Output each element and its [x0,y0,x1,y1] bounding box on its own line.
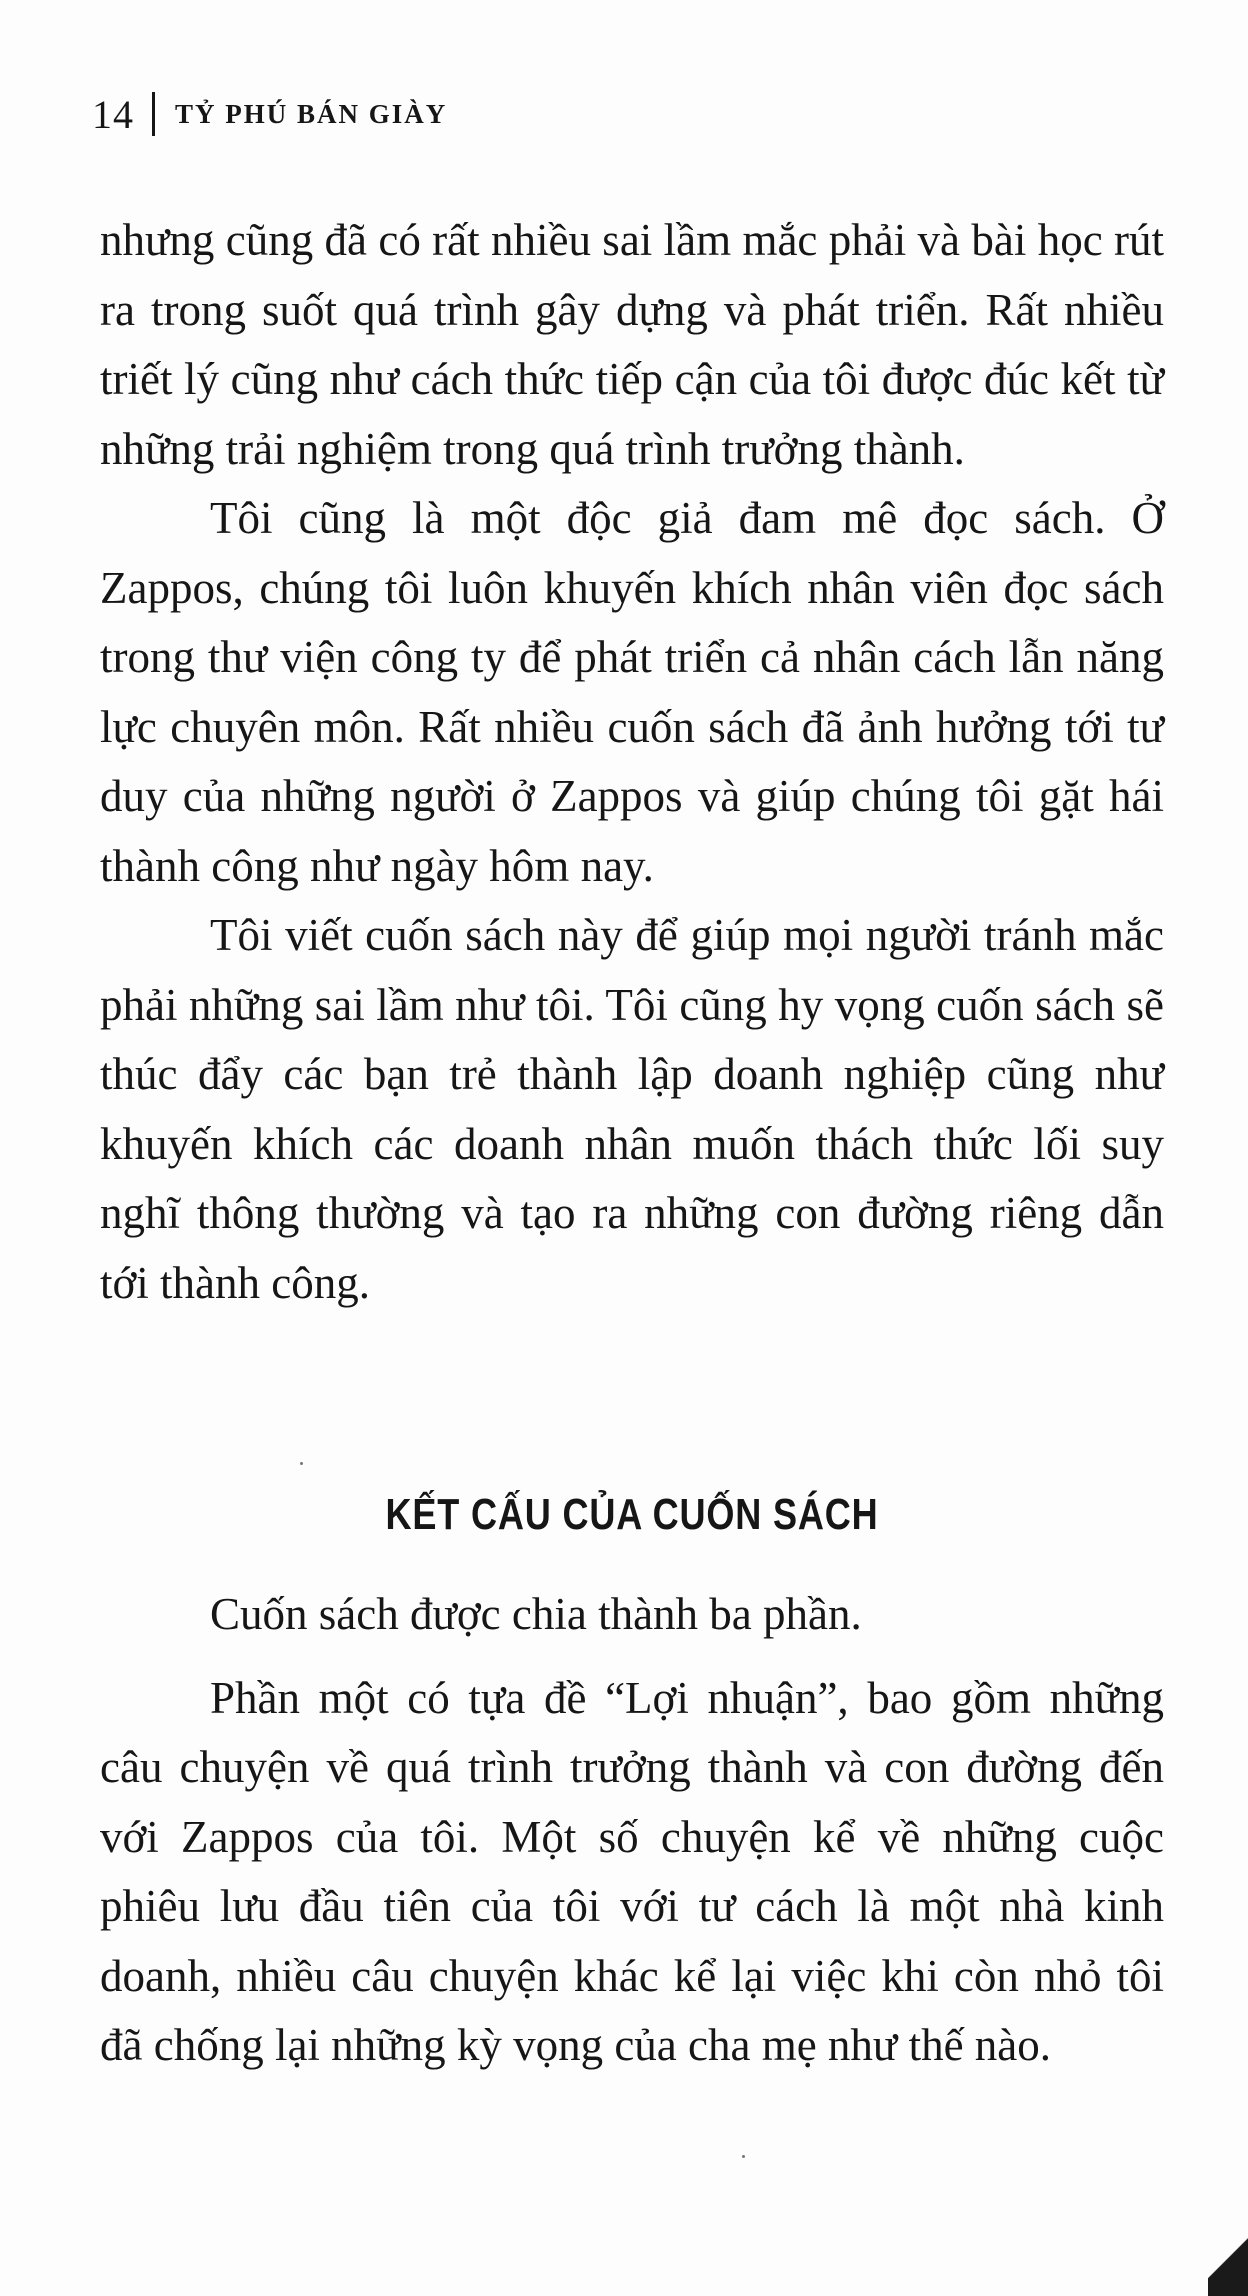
paragraph: Tôi viết cuốn sách này để giúp mọi người tránh mắc phải những sai lầm như tôi. Tôi cũng hy vọng cuốn sách sẽ thúc đẩy các bạn trẻ thành lập doanh nghiệp cũng như khuyến khích các doanh nhân muốn thách thức lối suy nghĩ thông thường và tạo ra những con đường riêng dẫn tới thành công. [100,910,1164,1308]
paragraph: nhưng cũng đã có rất nhiều sai lầm mắc phải và bài học rút ra trong suốt quá trình gây dựng và phát triển. Rất nhiều triết lý cũng như cách thức tiếp cận của tôi được đúc kết từ những trải nghiệm trong quá trình trưởng thành. [100,215,1164,474]
section-body [100,1580,1164,2081]
running-head [92,86,447,142]
header-divider [152,92,155,136]
paragraph: Phần một có tựa đề “Lợi nhuận”, bao gồm những câu chuyện về quá trình trưởng thành và con đường đến với Zappos của tôi. Một số chuyện kể về những cuộc phiêu lưu đầu tiên của tôi với tư cách là một nhà kinh doanh, nhiều câu chuyện khác kể lại việc khi còn nhỏ tôi đã chống lại những kỳ vọng của cha mẹ như thế nào. [100,1672,1164,2070]
section-heading: KẾT CẤU CỦA CUỐN SÁCH [385,1490,879,1539]
print-speck [742,2155,745,2158]
page-number: 14 [92,91,134,137]
body-text [100,206,1164,1318]
print-speck [300,1462,303,1465]
book-title: TỶ PHÚ BÁN GIÀY [175,98,448,129]
page-corner-shadow [1208,2206,1248,2296]
paragraph: Cuốn sách được chia thành ba phần. [210,1589,862,1639]
paragraph: Tôi cũng là một độc giả đam mê đọc sách. Ở Zappos, chúng tôi luôn khuyến khích nhân viên đọc sách trong thư viện công ty để phát triển cả nhân cách lẫn năng lực chuyên môn. Rất nhiều cuốn sách đã ảnh hưởng tới tư duy của những người ở Zappos và giúp chúng tôi gặt hái thành công như ngày hôm nay. [100,493,1164,891]
